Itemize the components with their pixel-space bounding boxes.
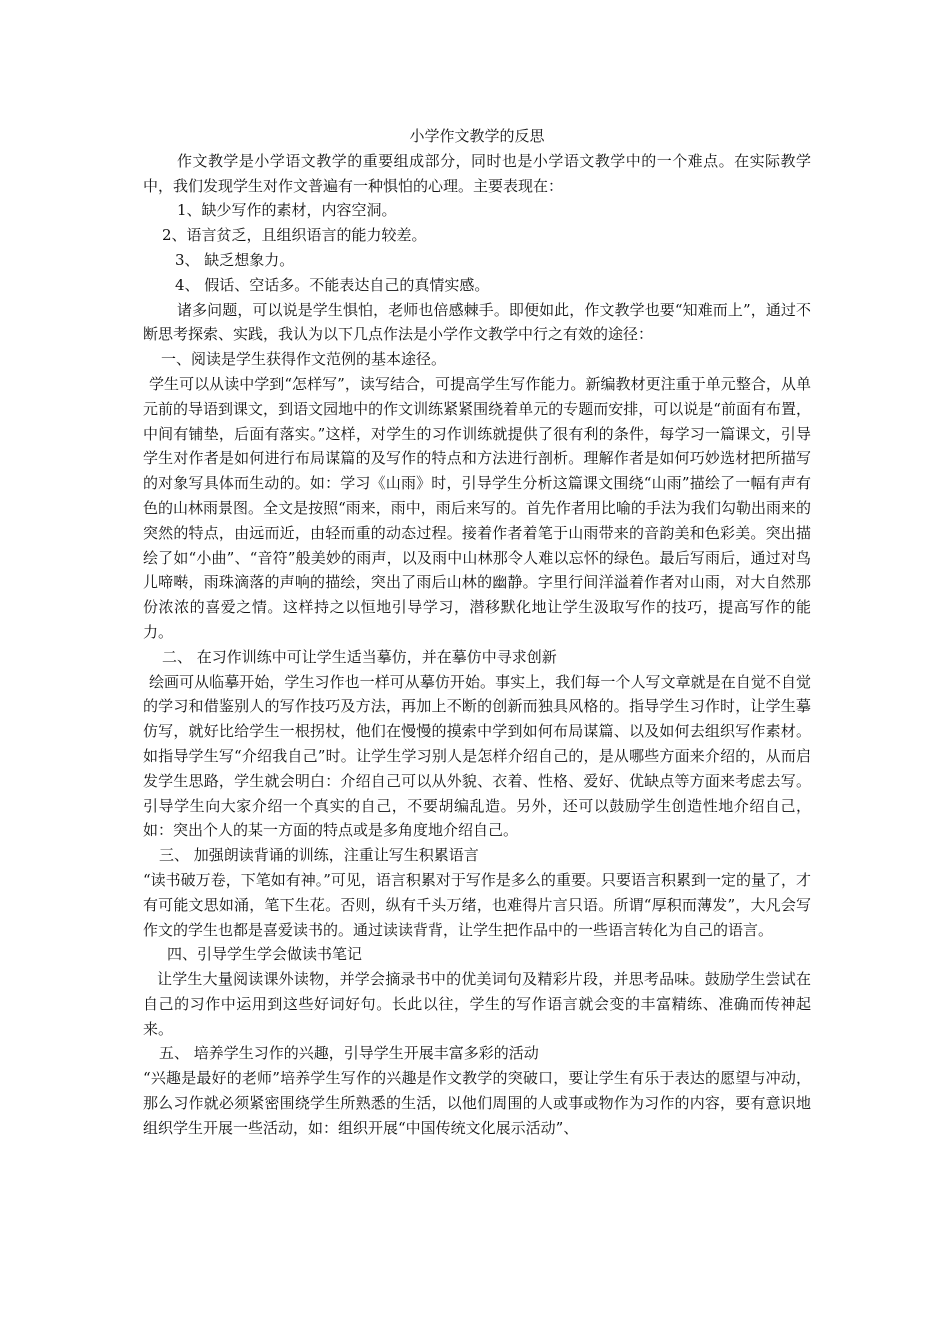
list-item: 3、 缺乏想象力。 [175,250,295,269]
transition-paragraph: 诸多问题，可以说是学生惧怕，老师也倍感棘手。即便如此，作文教学也要“知难而上”，通过不断思考探索、实践，我认为以下几点作法是小学作文教学中行之有效的途径： [143,300,811,344]
document-title: 小学作文教学的反思 [409,127,545,145]
list-item: 2、语言贫乏，且组织语言的能力较差。 [162,226,427,245]
section-heading: 一、阅读是学生获得作文范例的基本途径。 [161,350,447,369]
document-body [143,124,811,1141]
section-heading: 五、 培养学生习作的兴趣，引导学生开展丰富多彩的活动 [159,1044,539,1063]
section-body: “兴趣是最好的老师”培养学生写作的兴趣是作文教学的突破口，要让学生有乐于表达的愿望与冲动，那么习作就必须紧密围绕学生所熟悉的生活，以他们周围的人或事或物作为习作的内容，要有意识地组织学生开展一些活动，如：组织开展“中国传统文化展示活动”、 [143,1069,811,1137]
section-heading: 三、 加强朗读背诵的训练，注重让写生积累语言 [159,846,479,865]
section-body: 绘画可从临摹开始，学生习作也一样可从摹仿开始。事实上，我们每一个人写文章就是在自觉不自觉的学习和借鉴别人的写作技巧及方法，再加上不断的创新而独具风格的。指导学生习作时，让学生摹仿写，就好比给学生一根拐杖，他们在慢慢的摸索中学到如何布局谋篇、以及如何去组织写作素材。如指导学生写“介绍我自己”时。让学生学习别人是怎样介绍自己的，是从哪些方面来介绍的，从而启发学生思路，学生就会明白：介绍自己可以从外貌、衣着、性格、爱好、优缺点等方面来考虑去写。引导学生向大家介绍一个真实的自己，不要胡编乱造。另外，还可以鼓励学生创造性地介绍自己，如：突出个人的某一方面的特点或是多角度地介绍自己。 [143,672,811,840]
list-item: 4、 假话、空话多。不能表达自己的真情实感。 [175,275,490,294]
section-body: 让学生大量阅读课外读物，并学会摘录书中的优美词句及精彩片段，并思考品味。鼓励学生尝试在自己的习作中运用到这些好词好句。长此以往，学生的写作语言就会变的丰富精练、准确而传神起来。 [143,970,811,1038]
section-body: 学生可以从读中学到“怎样写”，读写结合，可提高学生写作能力。新编教材更注重于单元整合，从单元前的导语到课文，到语文园地中的作文训练紧紧围绕着单元的专题而安排，可以说是“前面有布置，中间有铺垫，后面有落实。”这样，对学生的习作训练就提供了很有利的条件，每学习一篇课文，引导学生对作者是如何进行布局谋篇的及写作的特点和方法进行剖析。理解作者是如何巧妙选材把所描写的对象写具体而生动的。如：学习《山雨》时，引导学生分析这篇课文围绕“山雨”描绘了一幅有声有色的山林雨景图。全文是按照“雨来，雨中，雨后来写的。首先作者用比喻的手法为我们勾勒出雨来的突然的特点，由远而近，由轻而重的动态过程。接着作者着笔于山雨带来的音韵美和色彩美。突出描绘了如“小曲”、“音符”般美妙的雨声，以及雨中山林那令人难以忘怀的绿色。最后写雨后，通过对鸟儿啼啭，雨珠滴落的声响的描绘，突出了雨后山林的幽静。字里行间洋溢着作者对山雨，对大自然那份浓浓的喜爱之情。这样持之以恒地引导学习，潜移默化地让学生汲取写作的技巧，提高写作的能力。 [143,374,811,641]
section-heading: 二、 在习作训练中可让学生适当摹仿，并在摹仿中寻求创新 [162,647,557,666]
list-item: 1、缺少写作的素材，内容空洞。 [177,201,397,220]
intro-paragraph: 作文教学是小学语文教学的重要组成部分，同时也是小学语文教学中的一个难点。在实际教学中，我们发现学生对作文普遍有一种惧怕的心理。主要表现在： [143,151,811,195]
section-heading: 四、引导学生学会做读书笔记 [167,945,363,964]
section-body: “读书破万卷，下笔如有神。”可见，语言积累对于写作是多么的重要。只要语言积累到一定的量了，才有可能文思如涌，笔下生花。否则，纵有千头万绪，也难得片言只语。所谓“厚积而薄发”，大凡会写作文的学生也都是喜爱读书的。通过读读背背，让学生把作品中的一些语言转化为自己的语言。 [143,870,811,939]
